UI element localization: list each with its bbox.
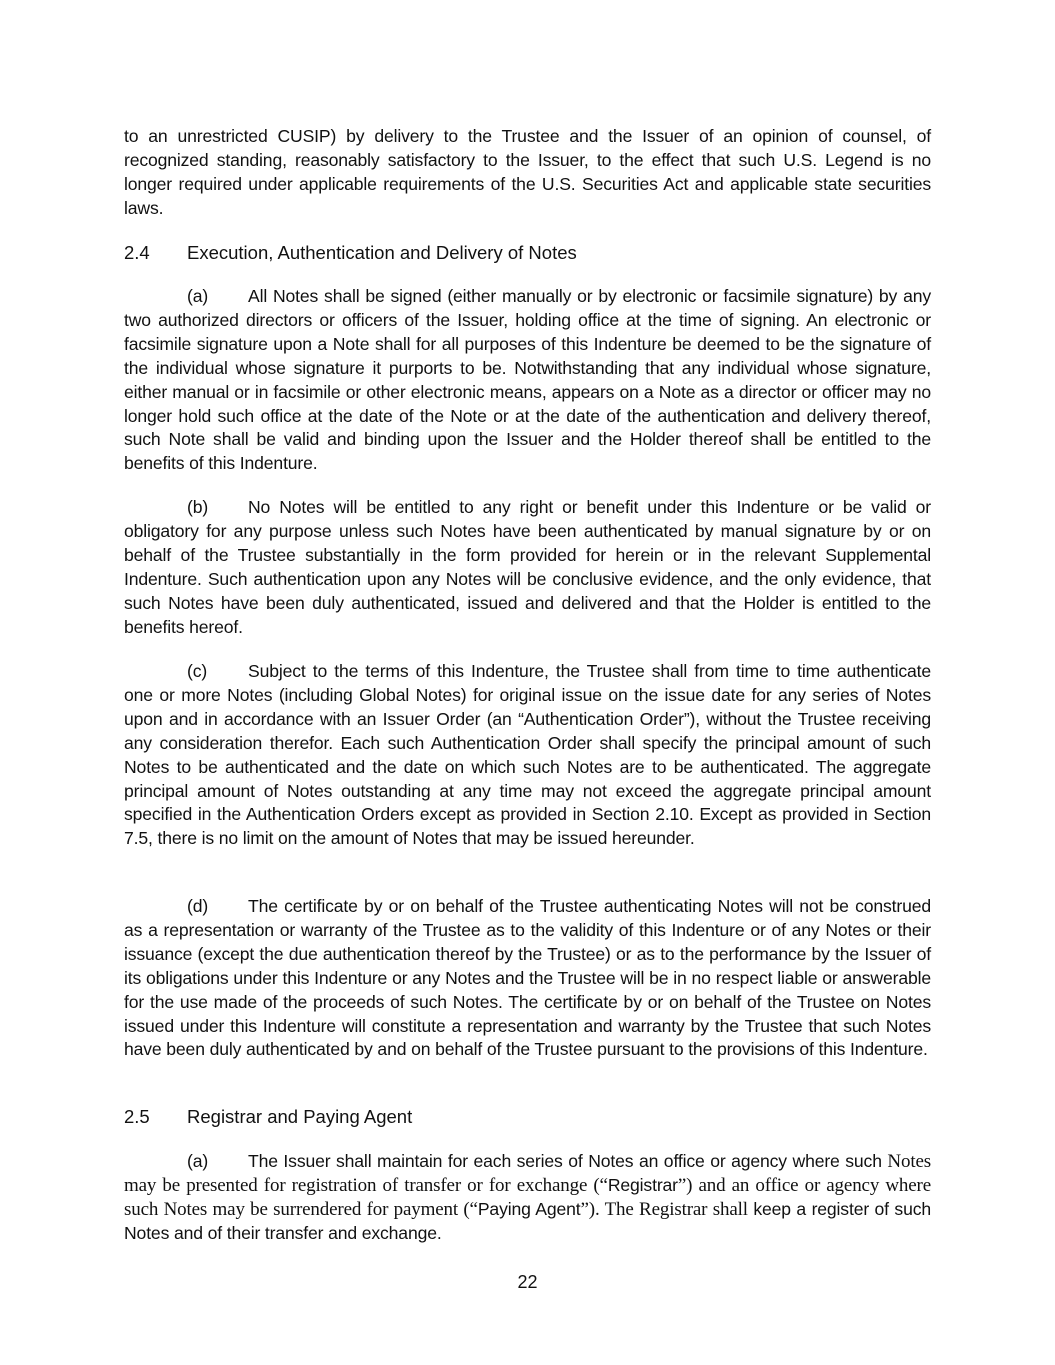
paragraph-text: The Issuer shall maintain for each series of Notes an office or agency where such bbox=[248, 1151, 882, 1171]
defined-term: Registrar bbox=[607, 1174, 678, 1195]
page-number: 22 bbox=[517, 1272, 538, 1292]
paragraph-2-4-a bbox=[124, 285, 931, 476]
section-heading-2-5 bbox=[124, 1105, 931, 1129]
paragraph-2-4-c bbox=[124, 660, 931, 851]
paragraph-2-4-b bbox=[124, 496, 931, 639]
paragraph-mark: (c) bbox=[187, 661, 208, 681]
paragraph-text: Subject to the terms of this Indenture, the Trustee shall from time to time authenticate one or more Notes (including Global Notes) for original issue on the issue date for any series of Notes upon and in accordance with an Issuer Order (an “ bbox=[124, 661, 931, 729]
section-number: 2.5 bbox=[124, 1106, 150, 1127]
paragraph-2-5-a bbox=[124, 1150, 931, 1246]
paragraph-mark: (d) bbox=[187, 896, 209, 916]
paragraph-text: ”). The Registrar shall bbox=[580, 1198, 748, 1220]
paragraph-text: keep a register of such Notes and of their transfer and exchange. bbox=[124, 1198, 931, 1243]
paragraph-mark: (a) bbox=[187, 1151, 209, 1171]
paragraph-text: The certificate by or on behalf of the Trustee authenticating Notes will not be construed as a representation or warranty of the Trustee as to the validity of this Indenture or of any Notes or their issuance (except the due authentication thereof by the Trustee) or as to the performance by the Issuer of its obligations under this Indenture or any Notes and the Trustee will be in no respect liable or answerable for the use made of the proceeds of such Notes. The certificate by or on behalf of the Trustee on Notes issued under this Indenture will constitute a representation and warranty by the Trustee that such Notes have been duly authenticated by and on behalf of the Trustee pursuant to the provisions of this Indenture. bbox=[124, 896, 931, 1060]
paragraph-text: All Notes shall be signed (either manually or by electronic or facsimile signature) by any two authorized directors or officers of the Issuer, holding office at the time of signing. An electronic or facsimile signature upon a Note shall for all purposes of this Indenture be deemed to be the signature of the individual whose signature it purports to be. Notwithstanding that any individual whose signature, either manual or in facsimile or other electronic means, appears on a Note as a director or officer may no longer hold such office at the date of the Note or at the date of the authentication and delivery thereof, such Note shall be valid and binding upon the Issuer and the Holder thereof shall be entitled to the benefits of this Indenture. bbox=[124, 286, 931, 474]
paragraph-text: ”), without the Trustee receiving any consideration therefor. Each such Authentication Order shall specify the principal amount of such Notes to be authenticated and the date on which such Notes are to be authenticated. The aggregate principal amount of Notes outstanding at any time may not exceed the aggregate principal amount specified in the Authentication Orders except as provided in Section 2.10. Except as provided in Section 7.5, there is no limit on the amount of Notes that may be issued hereunder. bbox=[124, 708, 931, 849]
section-heading-2-4 bbox=[124, 241, 931, 265]
paragraph-text: No Notes will be entitled to any right or benefit under this Indenture or be valid or obligatory for any purpose unless such Notes have been authenticated by manual signature by or on behalf of the Trustee substantially in the form provided for herein or in the relevant Supplemental Indenture. Such authentication upon any Notes will be conclusive evidence, and the only evidence, that such Notes have been duly authenticated, issued and delivered and that the Holder is entitled to the benefits hereof. bbox=[124, 497, 931, 637]
section-title: Registrar and Paying Agent bbox=[187, 1106, 413, 1127]
paragraph-2-4-d bbox=[124, 895, 931, 1062]
section-title: Execution, Authentication and Delivery of Notes bbox=[187, 242, 577, 263]
section-number: 2.4 bbox=[124, 242, 150, 263]
defined-term: Authentication Order bbox=[523, 708, 684, 729]
paragraph-mark: (a) bbox=[187, 286, 209, 306]
paragraph-text: ”) and an office or agency where such Notes may be surrendered for payment (“ bbox=[124, 1174, 931, 1220]
paragraph-mark: (b) bbox=[187, 497, 209, 517]
defined-term: Paying Agent bbox=[477, 1198, 581, 1219]
continuation-paragraph: to an unrestricted CUSIP) by delivery to the Trustee and the Issuer of an opinion of counsel, of recognized standing, reasonably satisfactory to the Issuer, to the effect that such U.S. Legend is no longer required under applicable requirements of the U.S. Securities Act and applicable state securities laws. bbox=[124, 126, 931, 218]
paragraph-text: Notes may be presented for registration of transfer or for exchange (“ bbox=[124, 1151, 931, 1196]
